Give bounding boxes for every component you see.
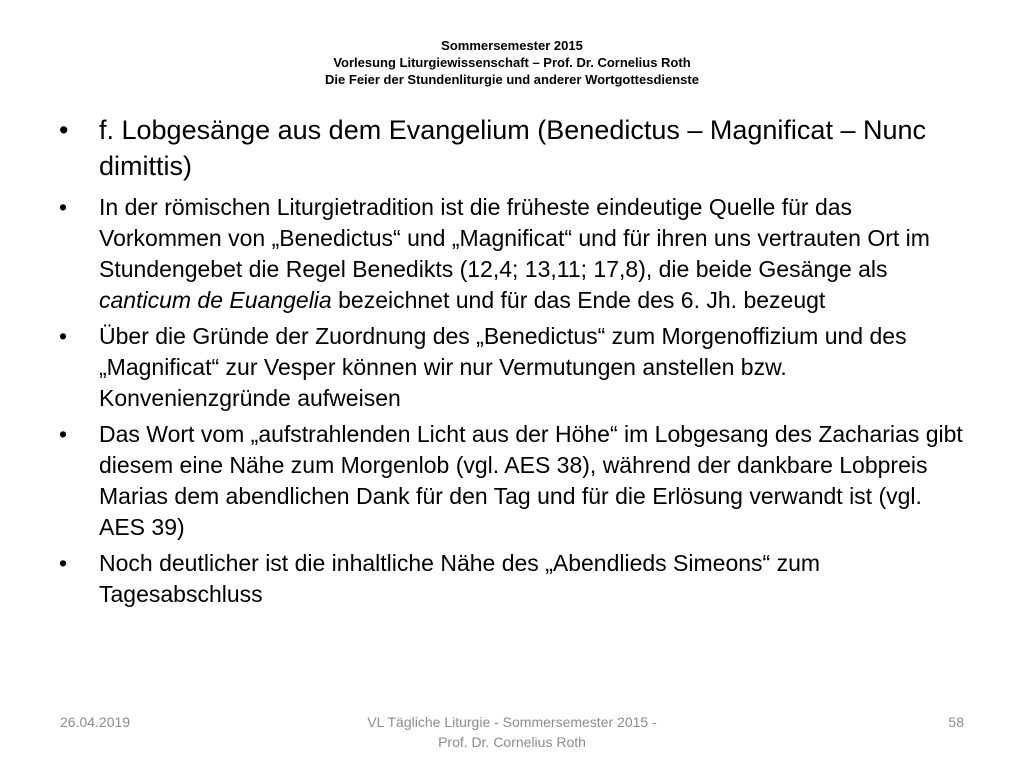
slide-header <box>0 37 1024 88</box>
footer-date: 26.04.2019 <box>60 714 131 730</box>
bullet-text: Noch deutlicher ist die inhaltliche Nähe des „Abendlieds Simeons“ zum Tagesabschluss <box>99 550 821 607</box>
bullet-item-simeon <box>56 548 966 610</box>
bullet-text: f. Lobgesänge aus dem Evangelium (Benedictus – Magnificat – Nunc dimittis) <box>99 115 926 181</box>
bullet-text: Das Wort vom „aufstrahlenden Licht aus der Höhe“ im Lobgesang des Zacharias gibt diesem eine Nähe zum Morgenlob (vgl. AES 38), während der dankbare Lobpreis Marias dem abendlichen Dank für den Tag und für die Erlösung verwandt ist (vgl. AES 39) <box>99 421 963 540</box>
header-topic: Die Feier der Stundenliturgie und anderer Wortgottesdienste <box>325 72 699 87</box>
header-semester: Sommersemester 2015 <box>441 38 583 53</box>
bullet-text-part: In der römischen Liturgietradition ist die früheste eindeutige Quelle für das Vorkommen von „Benedictus“ und „Magnificat“ und für ihren uns vertrauten Ort im Stundengebet die Regel Benedikts (12,4; 13,11; 17,8), die beide Gesänge als <box>99 194 930 282</box>
bullet-icon: • <box>59 115 69 145</box>
bullet-text-italic: canticum de Euangelia <box>99 287 332 313</box>
bullet-list <box>56 112 966 615</box>
footer-title: VL Tägliche Liturgie - Sommersemester 2015 - Prof. Dr. Cornelius Roth <box>367 714 657 750</box>
bullet-icon: • <box>59 323 68 349</box>
bullet-icon: • <box>59 550 68 576</box>
bullet-text-part: bezeichnet und für das Ende des 6. Jh. bezeugt <box>331 287 826 313</box>
bullet-item-gruende-zuordnung <box>56 321 966 414</box>
bullet-text <box>99 194 930 313</box>
bullet-item-lobgesaenge <box>56 112 966 184</box>
bullet-icon: • <box>59 194 68 220</box>
bullet-text: Über die Gründe der Zuordnung des „Benedictus“ zum Morgenoffizium und des „Magnificat“ zur Vesper können wir nur Vermutungen anstellen bzw. Konvenienzgründe aufweisen <box>99 323 907 411</box>
bullet-icon: • <box>59 421 68 447</box>
bullet-item-zacharias <box>56 419 966 543</box>
header-lecture: Vorlesung Liturgiewissenschaft – Prof. Dr. Cornelius Roth <box>333 55 691 70</box>
bullet-item-roemische-tradition <box>56 192 966 316</box>
footer-page-number: 58 <box>948 714 964 730</box>
